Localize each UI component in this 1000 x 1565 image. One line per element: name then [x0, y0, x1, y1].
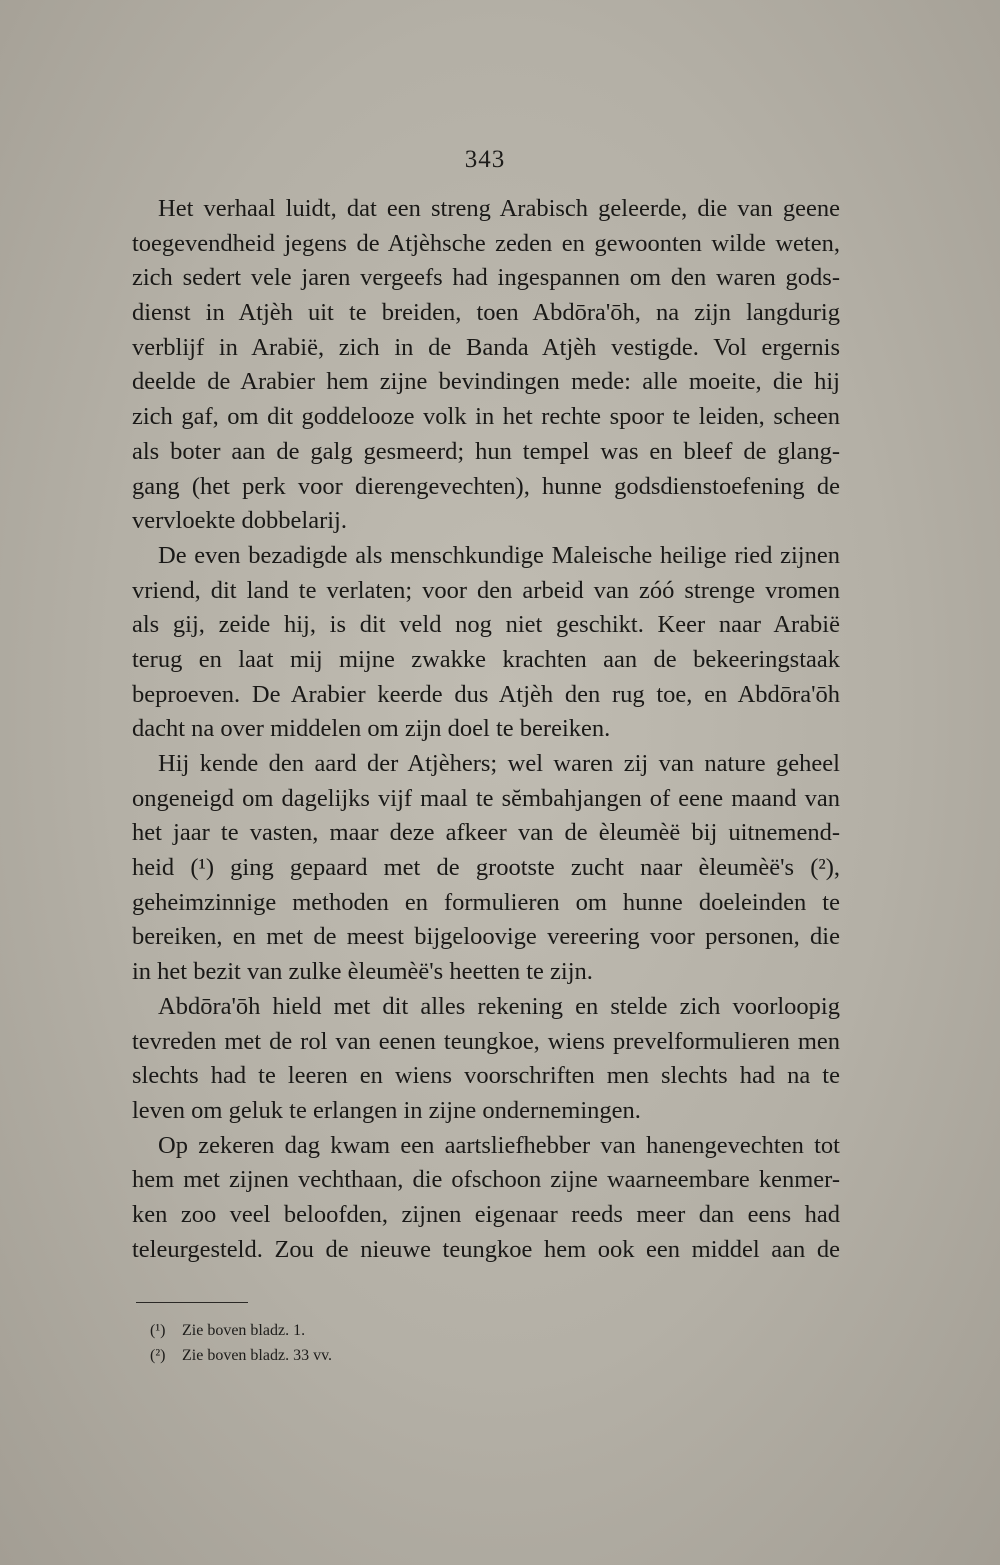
text-line: vervloekte dobbelarij. [132, 507, 347, 535]
text-line: bereiken, en met de meest bijgeloovige vereering voor personen, die [132, 923, 840, 951]
text-line: Het verhaal luidt, dat een streng Arabisch geleerde, die van geene [158, 195, 840, 222]
text-line: ongeneigd om dagelijks vijf maal te sĕmbahjangen of eene maand van [132, 784, 840, 812]
text-line: zich sedert vele jaren vergeefs had ingespannen om den waren gods- [132, 264, 840, 292]
paragraph [132, 1129, 840, 1268]
paragraph [132, 990, 840, 1129]
text-line: vriend, dit land te verlaten; voor den arbeid van zóó strenge vromen [132, 576, 840, 604]
text-line: als boter aan de galg gesmeerd; hun tempel was en bleef de glang- [132, 437, 840, 465]
text-line: beproeven. De Arabier keerde dus Atjèh den rug toe, en Abdōra'ōh [132, 680, 840, 708]
text-line: gang (het perk voor dierengevechten), hunne godsdienstoefening de [132, 472, 840, 500]
text-line: teleurgesteld. Zou de nieuwe teungkoe hem ook een middel aan de [132, 1235, 840, 1263]
footnote-rule [136, 1302, 248, 1303]
text-line: Op zekeren dag kwam een aartsliefhebber van hanengevechten tot [158, 1131, 840, 1159]
text-line: als gij, zeide hij, is dit veld nog niet geschikt. Keer naar Arabië [132, 611, 840, 639]
text-line: dienst in Atjèh uit te breiden, toen Abdōra'ōh, na zijn langdurig [132, 299, 840, 327]
text-line: in het bezit van zulke èleumèë's heetten te zijn. [132, 958, 593, 986]
text-line: slechts had te leeren en wiens voorschriften men slechts had na te [132, 1062, 840, 1090]
text-line: zich gaf, om dit goddelooze volk in het rechte spoor te leiden, scheen [132, 403, 840, 431]
footnote [150, 1318, 550, 1343]
footnote-mark: (¹) [150, 1322, 166, 1339]
text-line: terug en laat mij mijne zwakke krachten aan de bekeeringstaak [132, 645, 840, 673]
text-line: Abdōra'ōh hield met dit alles rekening en stelde zich voorloopig [158, 992, 840, 1020]
footnote-text: Zie boven bladz. 33 vv. [182, 1347, 333, 1364]
footnote-mark: (²) [150, 1347, 166, 1364]
text-line: toegevendheid jegens de Atjèhsche zeden en gewoonten wilde weten, [132, 229, 840, 257]
body-text [132, 192, 840, 1267]
text-line: hem met zijnen vechthaan, die ofschoon zijne waarneembare kenmer- [132, 1166, 840, 1194]
text-line: geheimzinnige methoden en formulieren om hunne doeleinden te [132, 888, 840, 916]
text-line: leven om geluk te erlangen in zijne ondernemingen. [132, 1096, 641, 1124]
footnote-text: Zie boven bladz. 1. [182, 1322, 306, 1339]
page-number: 343 [464, 146, 506, 173]
paragraph [132, 747, 840, 990]
text-line: dacht na over middelen om zijn doel te bereiken. [132, 715, 611, 743]
text-line: ken zoo veel beloofden, zijnen eigenaar reeds meer dan eens had [132, 1200, 840, 1228]
text-line: verblijf in Arabië, zich in de Banda Atjèh vestigde. Vol ergernis [132, 333, 840, 361]
paragraph [132, 192, 840, 539]
text-line: deelde de Arabier hem zijne bevindingen mede: alle moeite, die hij [132, 368, 840, 396]
paragraph [132, 539, 840, 747]
text-line: Hij kende den aard der Atjèhers; wel waren zij van nature geheel [158, 750, 840, 777]
text-line: tevreden met de rol van eenen teungkoe, wiens prevelformulieren men [132, 1027, 840, 1055]
text-line: het jaar te vasten, maar deze afkeer van de èleumèë bij uitnemend- [132, 819, 840, 847]
footnote [150, 1343, 550, 1368]
footnotes [150, 1318, 550, 1368]
text-line: heid (¹) ging gepaard met de grootste zucht naar èleumèë's (²), [132, 854, 840, 882]
text-line: De even bezadigde als menschkundige Maleische heilige ried zijnen [158, 541, 840, 569]
